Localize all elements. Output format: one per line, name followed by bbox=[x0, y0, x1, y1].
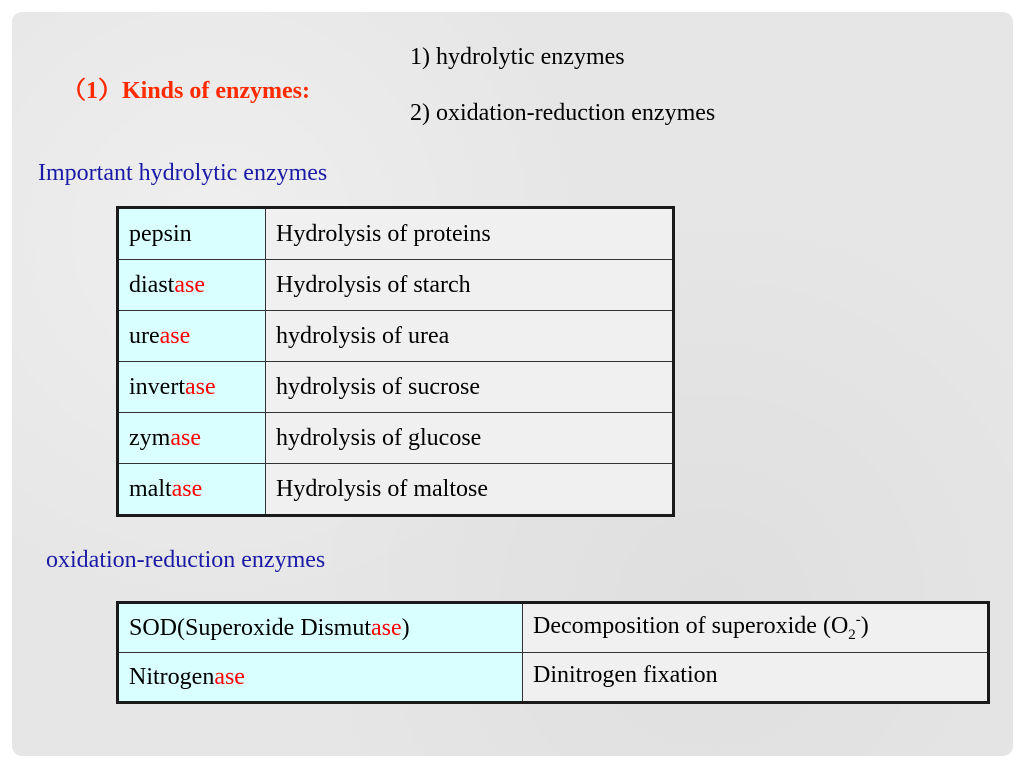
enzyme-function-cell: Decomposition of superoxide $(O_2^-)$ bbox=[523, 603, 989, 653]
enzyme-suffix: ase bbox=[371, 614, 402, 641]
enzyme-function-cell: Hydrolysis of starch bbox=[266, 260, 674, 311]
enzyme-name-cell: pepsin bbox=[118, 208, 266, 260]
table-row bbox=[118, 362, 674, 413]
kind-redox: 2) oxidation-reduction enzymes bbox=[410, 100, 716, 126]
kind-hydrolytic: 1) hydrolytic enzymes bbox=[410, 44, 625, 70]
enzyme-suffix: ase bbox=[184, 373, 216, 400]
enzyme-suffix: ase bbox=[170, 424, 201, 451]
enzyme-name-cell: urease bbox=[118, 311, 266, 362]
hydrolytic-section-title: Important hydrolytic enzymes bbox=[38, 160, 328, 186]
table-row bbox=[118, 464, 674, 516]
enzyme-name-cell: invertase bbox=[118, 362, 266, 413]
enzyme-suffix: ase bbox=[171, 475, 203, 502]
enzyme-name-cell: zymase bbox=[118, 413, 266, 464]
subscript: 2 bbox=[848, 626, 856, 643]
hydrolytic-enzymes-table bbox=[116, 206, 675, 517]
enzyme-function-cell: hydrolysis of urea bbox=[266, 311, 674, 362]
enzyme-function-cell: Hydrolysis of proteins bbox=[266, 208, 674, 260]
table-row bbox=[118, 653, 989, 703]
table-row bbox=[118, 208, 674, 260]
table-row bbox=[118, 413, 674, 464]
redox-section-title: oxidation-reduction enzymes bbox=[46, 547, 326, 573]
enzyme-function-cell: hydrolysis of glucose bbox=[266, 413, 674, 464]
enzyme-name-cell: diastase bbox=[118, 260, 266, 311]
redox-enzymes-table bbox=[116, 601, 990, 704]
enzyme-name-cell: Nitrogenase bbox=[118, 653, 523, 703]
enzyme-suffix: ase bbox=[159, 322, 191, 349]
enzyme-suffix: ase bbox=[214, 663, 245, 690]
enzyme-function-cell: Dinitrogen fixation bbox=[523, 653, 989, 703]
table-row bbox=[118, 260, 674, 311]
enzyme-suffix: ase bbox=[174, 271, 205, 298]
enzyme-name-cell: maltase bbox=[118, 464, 266, 516]
enzyme-function-cell: hydrolysis of sucrose bbox=[266, 362, 674, 413]
slide-heading: （1）Kinds of enzymes: bbox=[62, 78, 310, 104]
enzyme-function-cell: Hydrolysis of maltose bbox=[266, 464, 674, 516]
table-row bbox=[118, 311, 674, 362]
superscript: - bbox=[855, 612, 861, 629]
table-row bbox=[118, 603, 989, 653]
enzyme-name-cell: SOD(Superoxide Dismutase) bbox=[118, 603, 523, 653]
